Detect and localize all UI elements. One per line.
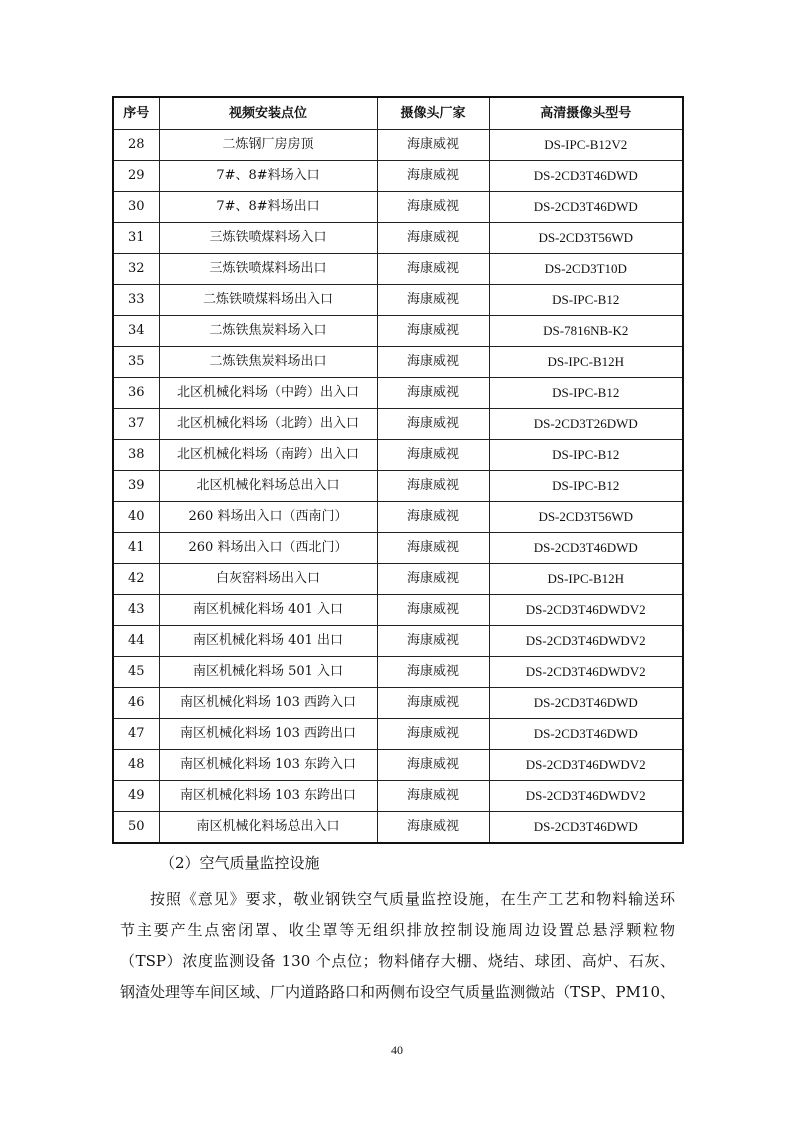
install-location-cell: 三炼铁喷煤料场入口 <box>159 223 377 254</box>
camera-model-cell: DS-7816NB-K2 <box>489 316 683 347</box>
camera-model-cell: DS-2CD3T46DWDV2 <box>489 657 683 688</box>
camera-vendor-cell: 海康威视 <box>377 285 489 316</box>
install-location-cell: 二炼钢厂房房顶 <box>159 130 377 161</box>
serial-number-cell: 37 <box>113 409 159 440</box>
header-serial-number: 序号 <box>113 97 159 130</box>
table-body <box>113 130 683 844</box>
install-location-cell: 北区机械化料场（北跨）出入口 <box>159 409 377 440</box>
serial-number-cell: 46 <box>113 688 159 719</box>
camera-vendor-cell: 海康威视 <box>377 812 489 844</box>
camera-vendor-cell: 海康威视 <box>377 657 489 688</box>
camera-table <box>112 96 684 844</box>
table-row <box>113 223 683 254</box>
table-row <box>113 750 683 781</box>
install-location-cell: 三炼铁喷煤料场出口 <box>159 254 377 285</box>
serial-number-cell: 39 <box>113 471 159 502</box>
table-row <box>113 471 683 502</box>
serial-number-cell: 49 <box>113 781 159 812</box>
serial-number-cell: 34 <box>113 316 159 347</box>
paragraph-line: （TSP）浓度监测设备 130 个点位；物料储存大棚、烧结、球团、高炉、石灰、 <box>120 952 675 970</box>
camera-vendor-cell: 海康威视 <box>377 409 489 440</box>
table-row <box>113 812 683 844</box>
camera-model-cell: DS-2CD3T56WD <box>489 502 683 533</box>
camera-vendor-cell: 海康威视 <box>377 595 489 626</box>
camera-vendor-cell: 海康威视 <box>377 378 489 409</box>
camera-vendor-cell: 海康威视 <box>377 440 489 471</box>
serial-number-cell: 48 <box>113 750 159 781</box>
install-location-cell: 二炼铁焦炭料场入口 <box>159 316 377 347</box>
camera-vendor-cell: 海康威视 <box>377 130 489 161</box>
serial-number-cell: 32 <box>113 254 159 285</box>
camera-model-cell: DS-2CD3T46DWD <box>489 161 683 192</box>
camera-vendor-cell: 海康威视 <box>377 688 489 719</box>
install-location-cell: 260 料场出入口（西北门） <box>159 533 377 564</box>
camera-model-cell: DS-2CD3T46DWDV2 <box>489 781 683 812</box>
serial-number-cell: 33 <box>113 285 159 316</box>
serial-number-cell: 40 <box>113 502 159 533</box>
camera-vendor-cell: 海康威视 <box>377 750 489 781</box>
table-header-row <box>113 97 683 130</box>
install-location-cell: 7#、8#料场入口 <box>159 161 377 192</box>
camera-vendor-cell: 海康威视 <box>377 502 489 533</box>
camera-vendor-cell: 海康威视 <box>377 564 489 595</box>
table-row <box>113 378 683 409</box>
table-row <box>113 719 683 750</box>
camera-model-cell: DS-IPC-B12V2 <box>489 130 683 161</box>
serial-number-cell: 50 <box>113 812 159 844</box>
install-location-cell: 南区机械化料场 401 入口 <box>159 595 377 626</box>
install-location-cell: 白灰窑料场出入口 <box>159 564 377 595</box>
header-camera-vendor: 摄像头厂家 <box>377 97 489 130</box>
camera-vendor-cell: 海康威视 <box>377 347 489 378</box>
table-row <box>113 657 683 688</box>
paragraph-line: 按照《意见》要求，敬业钢铁空气质量监控设施，在生产工艺和物料输送环 <box>150 890 675 908</box>
install-location-cell: 南区机械化料场总出入口 <box>159 812 377 844</box>
header-install-location: 视频安装点位 <box>159 97 377 130</box>
table-row <box>113 161 683 192</box>
camera-vendor-cell: 海康威视 <box>377 533 489 564</box>
table-row <box>113 347 683 378</box>
camera-model-cell: DS-2CD3T46DWD <box>489 719 683 750</box>
camera-model-cell: DS-IPC-B12 <box>489 471 683 502</box>
serial-number-cell: 28 <box>113 130 159 161</box>
table-row <box>113 626 683 657</box>
table-row <box>113 285 683 316</box>
header-camera-model: 高清摄像头型号 <box>489 97 683 130</box>
camera-vendor-cell: 海康威视 <box>377 223 489 254</box>
table-row <box>113 440 683 471</box>
serial-number-cell: 38 <box>113 440 159 471</box>
table-row <box>113 781 683 812</box>
camera-model-cell: DS-2CD3T10D <box>489 254 683 285</box>
serial-number-cell: 44 <box>113 626 159 657</box>
camera-model-cell: DS-IPC-B12H <box>489 564 683 595</box>
table-row <box>113 130 683 161</box>
install-location-cell: 北区机械化料场（南跨）出入口 <box>159 440 377 471</box>
table-row <box>113 192 683 223</box>
camera-model-cell: DS-2CD3T46DWD <box>489 688 683 719</box>
table-row <box>113 595 683 626</box>
camera-vendor-cell: 海康威视 <box>377 781 489 812</box>
serial-number-cell: 45 <box>113 657 159 688</box>
table-row <box>113 254 683 285</box>
install-location-cell: 南区机械化料场 103 西跨出口 <box>159 719 377 750</box>
table-row <box>113 502 683 533</box>
camera-vendor-cell: 海康威视 <box>377 254 489 285</box>
serial-number-cell: 43 <box>113 595 159 626</box>
table-row <box>113 316 683 347</box>
serial-number-cell: 36 <box>113 378 159 409</box>
table-row <box>113 409 683 440</box>
camera-model-cell: DS-2CD3T46DWD <box>489 533 683 564</box>
body-paragraph <box>120 884 675 1008</box>
paragraph-line: 节主要产生点密闭罩、收尘罩等无组织排放控制设施周边设置总悬浮颗粒物 <box>120 921 675 939</box>
serial-number-cell: 41 <box>113 533 159 564</box>
camera-model-cell: DS-2CD3T46DWDV2 <box>489 750 683 781</box>
install-location-cell: 260 料场出入口（西南门） <box>159 502 377 533</box>
camera-model-cell: DS-IPC-B12 <box>489 440 683 471</box>
install-location-cell: 北区机械化料场（中跨）出入口 <box>159 378 377 409</box>
camera-vendor-cell: 海康威视 <box>377 192 489 223</box>
camera-model-cell: DS-IPC-B12H <box>489 347 683 378</box>
camera-model-cell: DS-IPC-B12 <box>489 378 683 409</box>
install-location-cell: 南区机械化料场 401 出口 <box>159 626 377 657</box>
table-row <box>113 564 683 595</box>
camera-model-cell: DS-2CD3T46DWD <box>489 812 683 844</box>
serial-number-cell: 31 <box>113 223 159 254</box>
camera-model-cell: DS-2CD3T26DWD <box>489 409 683 440</box>
page-number: 40 <box>391 1043 403 1057</box>
install-location-cell: 南区机械化料场 501 入口 <box>159 657 377 688</box>
serial-number-cell: 30 <box>113 192 159 223</box>
table-row <box>113 688 683 719</box>
camera-model-cell: DS-2CD3T56WD <box>489 223 683 254</box>
section-heading: （2）空气质量监控设施 <box>160 854 320 872</box>
serial-number-cell: 42 <box>113 564 159 595</box>
install-location-cell: 北区机械化料场总出入口 <box>159 471 377 502</box>
camera-vendor-cell: 海康威视 <box>377 316 489 347</box>
serial-number-cell: 29 <box>113 161 159 192</box>
camera-model-cell: DS-2CD3T46DWD <box>489 192 683 223</box>
serial-number-cell: 35 <box>113 347 159 378</box>
camera-model-cell: DS-2CD3T46DWDV2 <box>489 626 683 657</box>
install-location-cell: 南区机械化料场 103 东跨出口 <box>159 781 377 812</box>
serial-number-cell: 47 <box>113 719 159 750</box>
camera-vendor-cell: 海康威视 <box>377 161 489 192</box>
install-location-cell: 7#、8#料场出口 <box>159 192 377 223</box>
install-location-cell: 二炼铁喷煤料场出入口 <box>159 285 377 316</box>
camera-vendor-cell: 海康威视 <box>377 471 489 502</box>
install-location-cell: 南区机械化料场 103 东跨入口 <box>159 750 377 781</box>
camera-vendor-cell: 海康威视 <box>377 626 489 657</box>
install-location-cell: 二炼铁焦炭料场出口 <box>159 347 377 378</box>
camera-vendor-cell: 海康威视 <box>377 719 489 750</box>
camera-model-cell: DS-IPC-B12 <box>489 285 683 316</box>
paragraph-line: 钢渣处理等车间区域、厂内道路路口和两侧布设空气质量监测微站（TSP、PM10、 <box>120 983 675 1001</box>
table-row <box>113 533 683 564</box>
camera-model-cell: DS-2CD3T46DWDV2 <box>489 595 683 626</box>
install-location-cell: 南区机械化料场 103 西跨入口 <box>159 688 377 719</box>
